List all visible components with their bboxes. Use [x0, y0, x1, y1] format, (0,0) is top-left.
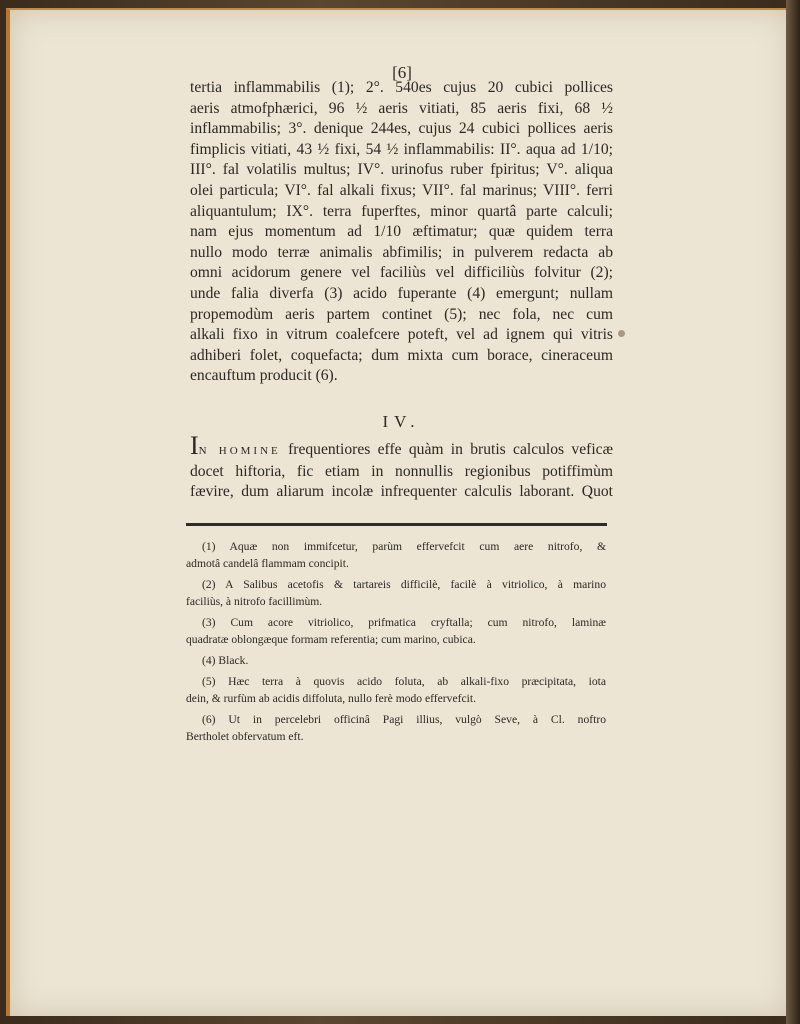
text-line: olei particula; VI°. fal alkali fixus; VII°. fal marinus; VIII°. ferri — [190, 181, 613, 199]
text-line: alkali fixo in vitrum coalefcere poteft, vel ad ignem qui vitris — [190, 326, 613, 344]
text-line: adhiberi folet, coquefacta; dum mixta cum borace, cineraceum — [190, 346, 613, 364]
main-paragraph — [190, 78, 613, 387]
footnote-rule — [186, 523, 607, 526]
section-heading: IV. — [382, 412, 421, 431]
text-line: fimplicis vitiati, 43 ½ fixi, 54 ½ inflammabilis: II°. aqua ad 1/10; — [190, 140, 613, 158]
footnote-line: (2) A Salibus acetofis & tartareis difficilè, facilè à vitriolico, à marino — [202, 578, 606, 591]
footnote-line: (3) Cum acore vitriolico, prifmatica cryftalla; cum nitrofo, laminæ — [202, 616, 606, 629]
footnote-line: admotâ candelâ flammam concipit. — [186, 557, 349, 570]
page-number: [6] — [392, 63, 412, 82]
text-line: nam ejus momentum ad 1/10 æftimatur; quæ quidem terra — [190, 223, 613, 241]
text-line: omni acidorum genere vel faciliùs vel difficiliùs folvitur (2); — [190, 264, 613, 282]
text-line: unde falia diverfa (3) acido fuperante (4) emergunt; nullam — [190, 284, 613, 302]
text-line-last: encauftum producit (6). — [190, 367, 338, 385]
footnote — [186, 652, 606, 669]
section-paragraph — [190, 436, 613, 503]
footnotes — [186, 538, 606, 749]
page-stain — [618, 330, 625, 337]
text-line: tertia inflammabilis (1); 2°. 540es cujus 20 cubici pollices — [190, 79, 613, 96]
footnote — [186, 711, 606, 745]
footnote-line: faciliùs, à nitrofo facillimùm. — [186, 595, 323, 608]
footnote — [186, 673, 606, 707]
small-caps-lead: N HOMINE — [198, 445, 281, 457]
text-line-first — [190, 436, 613, 462]
text-line: propemodùm aeris partem continet (5); nec fola, nec cum — [190, 305, 613, 323]
text-line-rest: frequentiores effe quàm in brutis calculos veficæ — [288, 441, 613, 458]
footnote-line: (6) Ut in percelebri officinâ Pagi illius, vulgò Seve, à Cl. noftro — [202, 713, 606, 726]
book-edge — [786, 0, 800, 1024]
footnote-line: Bertholet obfervatum eft. — [186, 730, 304, 743]
text-line: aliquantulum; IX°. terra fuperftes, minor quartâ parte calculi; — [190, 202, 613, 220]
footnote-line: (4) Black. — [202, 654, 249, 667]
drop-cap: I — [190, 436, 199, 460]
text-line: inflammabilis; 3°. denique 244es, cujus 24 cubici pollices aeris — [190, 120, 613, 138]
footnote — [186, 538, 606, 572]
text-line: III°. fal volatilis multus; IV°. urinofus ruber fpiritus; V°. aliqua — [190, 161, 613, 179]
footnote-line: (5) Hæc terra à quovis acido foluta, ab alkali-fixo præcipitata, iota — [202, 675, 606, 688]
footnote-line: dein, & rurfùm ab acidis diffoluta, nullo ferè modo effervefcit. — [186, 692, 476, 705]
text-line: fævire, dum aliarum incolæ infrequenter calculis laborant. Quot — [190, 483, 613, 501]
footnote-line: quadratæ oblongæque formam referentia; cum marino, cubica. — [186, 633, 476, 646]
footnote — [186, 614, 606, 648]
footnote-line: (1) Aquæ non immifcetur, parùm effervefcit cum aere nitrofo, & — [202, 540, 606, 553]
text-line: aeris atmofphærici, 96 ½ aeris vitiati, 85 aeris fixi, 68 ½ — [190, 99, 613, 117]
text-line: docet hiftoria, fic etiam in nonnullis regionibus potiffimùm — [190, 462, 613, 480]
footnote — [186, 576, 606, 610]
text-line: nullo modo terræ animalis abfimilis; in pulverem redacta ab — [190, 243, 613, 261]
